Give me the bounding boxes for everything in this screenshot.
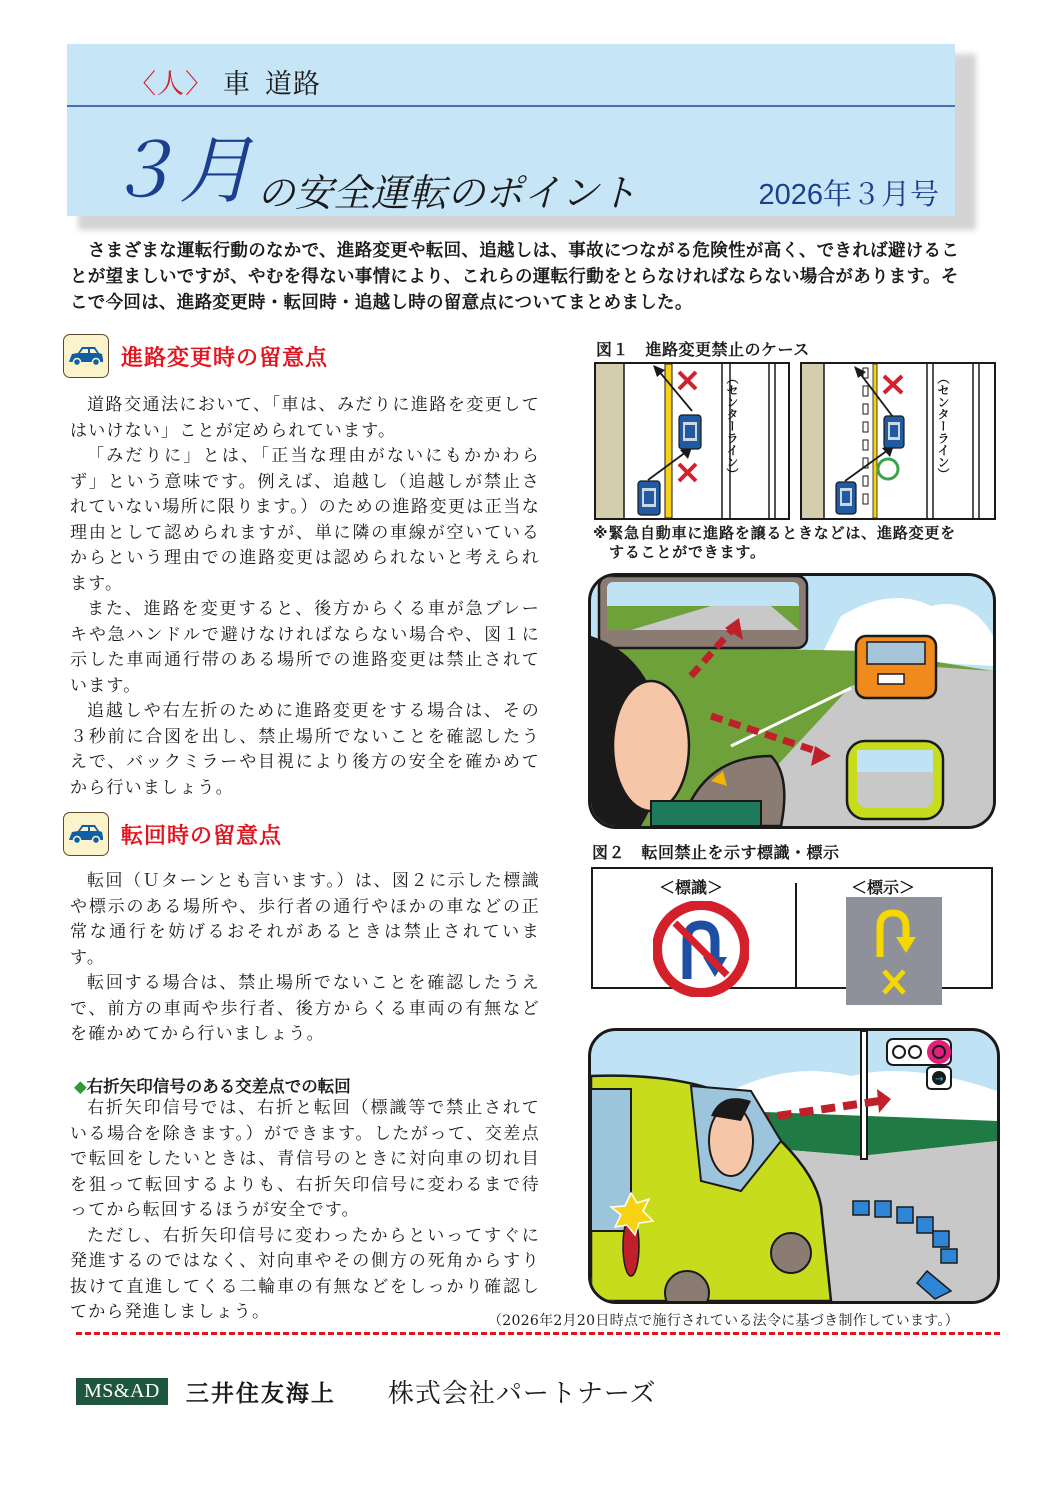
agency-name: 株式会社パートナーズ <box>387 1379 657 1409</box>
u-turn-marking <box>846 897 942 1005</box>
illustration-u-turn-arrow-signal <box>588 1028 1000 1304</box>
note-line: することができます。 <box>609 543 766 561</box>
month-title: ３月 <box>105 128 253 214</box>
paragraph: 追越しや右左折のために進路変更をする場合は、その３秒前に合図を出し、禁止場所でないことを確認したうえで、バックミラーや目視により後方の安全を確かめてから行いましょう。 <box>70 701 540 798</box>
insurer-name: 三井住友海上 <box>185 1381 336 1407</box>
paragraph: また、進路を変更すると、後方からくる車が急ブレーキや急ハンドルで避けなければならない場合や、図１に示した車両通行帯のある場所での進路変更は禁止されています。 <box>70 599 540 696</box>
msad-logo: MS&AD <box>76 1378 168 1405</box>
diamond-icon: ◆ <box>74 1077 87 1096</box>
center-line-label: （センターライン） <box>725 372 739 480</box>
subsection-heading <box>74 1073 351 1097</box>
law-basis-note: （2026年2月20日時点で施行されている法令に基づき制作しています。） <box>488 1313 960 1329</box>
section-title: 転回時の留意点 <box>121 823 283 849</box>
figure2-caption: 図２ 転回禁止を示す標識・標示 <box>592 843 840 862</box>
paragraph: 右折矢印信号では、右折と転回（標識等で禁止されている場合を除きます。）ができます。したがって、交差点で転回をしたいときは、青信号のときに対向車の切れ目を狙って転回するよりも、右折矢印信号に変わるまで待ってから転回するほうが安全です。 <box>70 1098 540 1220</box>
figure2-box <box>591 867 993 989</box>
figure2-divider <box>795 883 797 987</box>
svg-text:→: → <box>935 1074 944 1085</box>
page-title: の安全運転のポイント <box>257 171 638 215</box>
category-car: 車 <box>223 69 251 100</box>
intro-paragraph: さまざまな運転行動のなかで、進路変更や転回、追越しは、事故につながる危険性が高く、できれば避けることが望ましいですが、やむを得ない事情により、これらの運転行動をとらなければならない場合があります。そこで今回は、進路変更時・転回時・追越し時の留意点についてまとめました。 <box>70 241 960 313</box>
car-icon <box>63 812 109 856</box>
center-line-label: （センターライン） <box>936 372 950 480</box>
category-road: 道路 <box>265 69 321 100</box>
section2-body <box>70 869 540 1048</box>
figure1-panel-dashed-line <box>800 362 996 520</box>
car-icon <box>63 334 109 378</box>
page-header <box>67 44 955 216</box>
footer <box>76 1373 657 1410</box>
u-turn-prohibited-marking-icon <box>846 897 942 1005</box>
lane-diagram-no-change <box>596 364 788 518</box>
figure1-panel-solid-line <box>594 362 790 520</box>
section1-body <box>70 393 540 801</box>
no-u-turn-sign-icon <box>653 901 749 997</box>
figure1-caption: 図１ 進路変更禁止のケース <box>596 340 810 359</box>
subsection-title: 右折矢印信号のある交差点での転回 <box>86 1077 351 1096</box>
section-heading-lane-change <box>63 334 328 378</box>
paragraph: 転回（Ｕターンとも言います。）は、図２に示した標識や標示のある場所や、歩行者の通行やほかの車などの正常な通行を妨げるおそれがあるときは禁止されています。 <box>70 871 540 968</box>
category-line <box>129 62 321 101</box>
figure1-note <box>593 524 956 562</box>
paragraph: 道路交通法において、「車は、みだりに進路を変更してはいけない」ことが定められています。 <box>70 395 540 441</box>
header-divider <box>67 105 955 107</box>
orange-car-icon <box>856 636 936 698</box>
category-marker: 〈人〉 <box>129 69 213 100</box>
paragraph: 転回する場合は、禁止場所でないことを確認したうえで、前方の車両や歩行者、後方からくる車両の有無などを確かめてから行いましょう。 <box>70 973 540 1044</box>
paragraph: 「みだりに」とは、「正当な理由がないにもかかわらず」という意味です。例えば、追越し（追越しが禁止されていない場所に限ります。）のための進路変更は正当な理由として認められますが、単に隣の車線が空いているからという理由での進路変更は認められないと考えられます。 <box>70 446 540 594</box>
note-line: ※緊急自動車に進路を譲るときなどは、進路変更を <box>593 524 956 542</box>
footer-divider <box>76 1332 1000 1335</box>
illustration-mirror-check <box>588 573 996 829</box>
lane-diagram-allowed-change <box>802 364 994 518</box>
sign-label: ＜標識＞ <box>659 878 724 897</box>
subsection-body <box>70 1096 540 1326</box>
marking-label: ＜標示＞ <box>851 878 916 897</box>
paragraph: ただし、右折矢印信号に変わったからといってすぐに発進するのではなく、対向車やその側方の死角からすり抜けて直進してくる二輪車の有無などをしっかり確認してから発進しましょう。 <box>70 1225 540 1322</box>
section-heading-u-turn <box>63 812 282 856</box>
section-title: 進路変更時の留意点 <box>121 345 329 371</box>
issue-label: 2026年３月号 <box>758 179 939 211</box>
